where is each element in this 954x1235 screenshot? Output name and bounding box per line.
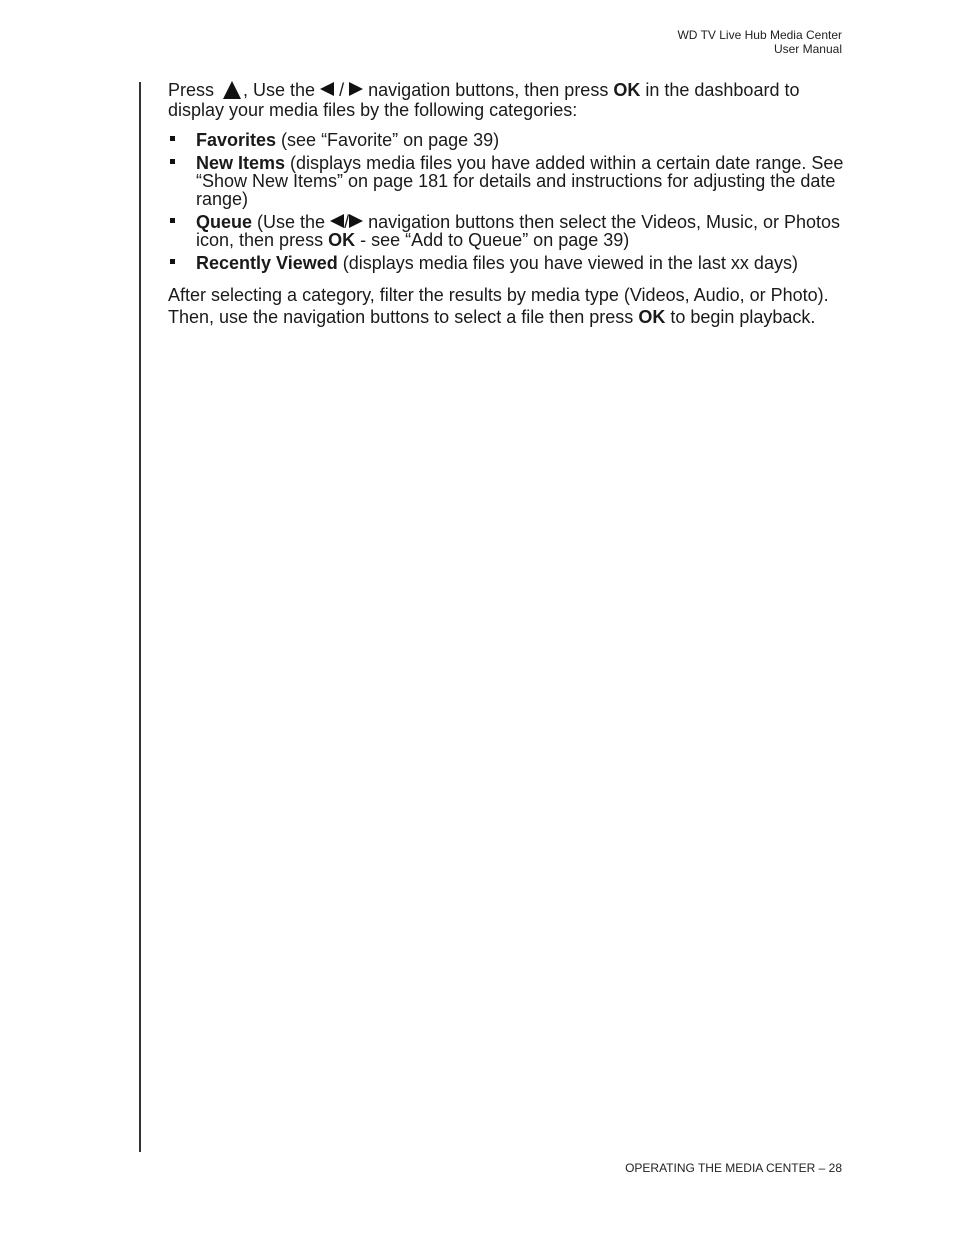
margin-rule	[139, 82, 141, 1152]
bullet-text: (Use the	[252, 212, 326, 232]
bullet-ok: OK	[328, 230, 356, 250]
bullet-slash: /	[344, 212, 350, 232]
bullet-term: Queue	[196, 212, 253, 232]
after-text-b: to begin playback.	[670, 307, 816, 327]
category-list	[168, 131, 848, 272]
list-item	[168, 213, 848, 249]
page-header	[677, 28, 842, 56]
page-footer: OPERATING THE MEDIA CENTER – 28	[625, 1161, 842, 1175]
list-item	[168, 254, 848, 272]
bullet-term: Recently Viewed	[196, 253, 338, 273]
intro-press: Press	[168, 80, 215, 100]
intro-slash: /	[339, 80, 345, 100]
bullet-text: (see “Favorite” on page 39)	[276, 130, 500, 150]
left-arrow-icon	[330, 214, 344, 228]
intro-paragraph	[168, 80, 848, 120]
header-subtitle: User Manual	[773, 42, 842, 56]
bullet-term: New Items	[196, 153, 286, 173]
main-content	[168, 80, 848, 328]
intro-use-the: , Use the	[243, 80, 316, 100]
header-title: WD TV Live Hub Media Center	[677, 28, 842, 42]
right-arrow-icon	[349, 214, 363, 228]
intro-ok: OK	[613, 80, 641, 100]
bullet-text: navigation buttons then select the Videos, Music, or Photos icon, then press	[196, 212, 841, 250]
up-arrow-icon	[223, 81, 241, 99]
list-item	[168, 154, 848, 208]
after-ok: OK	[638, 307, 666, 327]
bullet-text: - see “Add to Queue” on page 39)	[355, 230, 630, 250]
bullet-text: (displays media files you have viewed in the last xx days)	[337, 253, 798, 273]
bullet-term: Favorites	[196, 130, 277, 150]
left-arrow-icon	[320, 82, 334, 96]
after-text-a: After selecting a category, filter the results by media type (Videos, Audio, or Photo). Then, use the navigation buttons to select a file then press	[168, 285, 829, 327]
after-paragraph	[168, 284, 848, 328]
intro-rest: in the dashboard to display your media files by the following categories:	[168, 80, 800, 120]
bullet-text: (displays media files you have added within a certain date range. See “Show New Items” on page 181 for details and instructions for adjusting the date range)	[196, 153, 844, 209]
list-item	[168, 131, 848, 149]
right-arrow-icon	[349, 82, 363, 96]
intro-nav-then: navigation buttons, then press	[368, 80, 609, 100]
